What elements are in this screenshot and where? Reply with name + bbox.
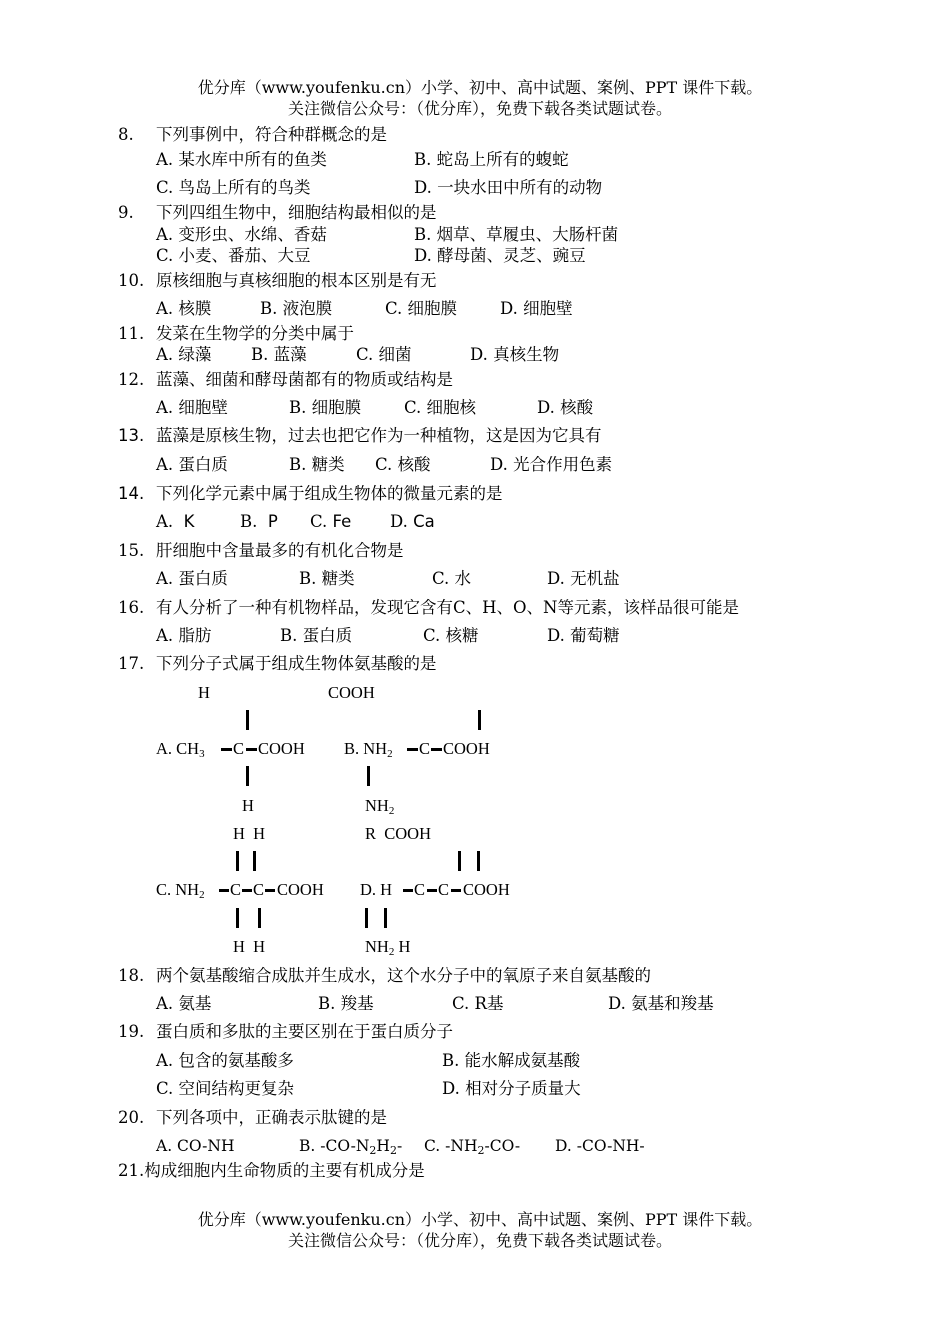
option-c: C. 细胞核 [404,398,477,417]
option-d: D. 核酸 [537,398,594,417]
q8-options-row2 [0,177,950,199]
question-number: 15. [118,541,145,560]
option-d: D. 一块水田中所有的动物 [414,178,603,197]
question-stem: 肝细胞中含量最多的有机化合物是 [156,541,404,560]
option-a: A. 细胞壁 [156,398,228,417]
question-number: 19. [118,1022,145,1041]
bond-b-left [407,748,418,751]
formula-d-top: R COOH [365,824,432,843]
bond-c-down-1 [236,908,239,928]
q9-options-row2 [0,245,950,267]
formula-a: A. $CH_3$ [156,739,205,760]
q13-options [0,454,950,476]
option-b: B. 糖类 [289,455,345,474]
option-b: B. 能水解成氨基酸 [442,1051,581,1070]
q20-options [0,1135,950,1157]
option-b: B. 糖类 [299,569,355,588]
q19-options-row2 [0,1078,950,1100]
question-17 [118,653,437,675]
question-21 [118,1160,425,1182]
option-b: B. 蛋白质 [280,626,353,645]
bond-b-up [478,710,481,730]
option-d: D. 真核生物 [470,345,560,364]
option-d: D. Ca [390,512,435,531]
option-d: D. 无机盐 [547,569,620,588]
option-d: D. 氨基和羧基 [608,994,714,1013]
option-a: A. CO-NH [156,1137,235,1155]
option-c: C. 细胞膜 [385,299,458,318]
question-number: 17. [118,654,145,673]
option-b: B. 细胞膜 [289,398,362,417]
q10-options [0,298,950,320]
q14-options [0,511,950,533]
formula-d-cooh: COOH [463,880,510,899]
option-a: A. 绿藻 [156,345,212,364]
question-16 [118,597,739,619]
option-a: A. 脂肪 [156,626,212,645]
option-d: D. -CO-NH- [555,1137,645,1155]
formula-d-bottom: $NH_2$ H [365,937,411,958]
question-14 [118,483,503,505]
bond-a-up [246,710,249,730]
question-stem: 下列四组生物中，细胞结构最相似的是 [156,203,437,222]
bond-c-down-2 [258,908,261,928]
bond-c-2 [242,889,252,892]
formula-a-cooh: COOH [258,739,305,758]
bond-d-down-2 [384,908,387,928]
bond-d-up-1 [458,851,461,871]
footer-line-1: 优分库（www.youfenku.cn）小学、初中、高中试题、案例、PPT 课件下载。 [197,1210,763,1229]
question-stem: 下列事例中，符合种群概念的是 [156,125,387,144]
formula-a-carbon: C [233,739,245,758]
bond-a-left [221,748,232,751]
formula-c: C. $NH_2$ [156,880,205,901]
question-stem: 蛋白质和多肽的主要区别在于蛋白质分子 [156,1022,453,1041]
option-c: C. 空间结构更复杂 [156,1079,295,1098]
formula-b-bottom: $NH_2$ [365,796,395,817]
question-number: 12. [118,370,145,389]
option-c: C. 鸟岛上所有的鸟类 [156,178,311,197]
question-stem: 下列分子式属于组成生物体氨基酸的是 [156,654,437,673]
bond-d-up-2 [477,851,480,871]
question-stem: 蓝藻是原核生物，过去也把它作为一种植物，这是因为它具有 [156,426,602,445]
option-a: A. K [156,512,195,531]
option-c: C. 核酸 [375,455,431,474]
question-number: 11. [118,324,145,343]
question-stem: 蓝藻、细菌和酵母菌都有的物质或结构是 [156,370,453,389]
bond-c-up-1 [236,851,239,871]
option-a: A. 变形虫、水绵、香菇 [156,225,327,244]
bond-d-3 [451,889,461,892]
q18-options [0,993,950,1015]
option-a: A. 核膜 [156,299,212,318]
question-18 [118,965,651,987]
question-13 [118,425,602,447]
formula-a-bottom: H [242,796,254,815]
question-19 [118,1021,453,1043]
option-a: A. 氨基 [156,994,212,1013]
formula-b: B. $NH_2$ [344,739,393,760]
formula-c-carbon-2: C [253,880,265,899]
option-c: C. 细菌 [356,345,412,364]
option-a: A. 包含的氨基酸多 [156,1051,294,1070]
option-c: C. R基 [452,994,504,1013]
option-d: D. 葡萄糖 [547,626,620,645]
q12-options [0,397,950,419]
option-d: D. 酵母菌、灵芝、豌豆 [414,246,586,265]
question-stem: 两个氨基酸缩合成肽并生成水，这个水分子中的氧原子来自氨基酸的 [156,966,651,985]
question-number: 21. [118,1161,145,1180]
formula-d-carbon-1: C [414,880,426,899]
option-d: D. 光合作用色素 [490,455,613,474]
option-c: C. 小麦、番茄、大豆 [156,246,311,265]
question-number: 13. [118,426,145,445]
bond-b-right [431,748,442,751]
formula-d: D. H [360,880,393,899]
question-number: 9. [118,203,134,222]
formula-d-carbon-2: C [438,880,450,899]
question-number: 16. [118,598,145,617]
option-b: B. 蛇岛上所有的蝮蛇 [414,150,569,169]
formula-c-carbon-1: C [230,880,242,899]
question-stem: 原核细胞与真核细胞的根本区别是有无 [156,271,437,290]
formula-b-cooh: COOH [443,739,490,758]
question-20 [118,1107,387,1129]
question-12 [118,369,453,391]
bond-c-up-2 [253,851,256,871]
option-d: D. 细胞壁 [500,299,573,318]
option-c: C. Fe [310,512,352,531]
option-b: B. 蓝藻 [251,345,307,364]
option-a: A. 蛋白质 [156,455,228,474]
q11-options [0,344,950,366]
question-8 [118,124,387,146]
formula-c-bottom: H H [233,937,266,956]
option-c: C. $-NH_2-CO-$ [424,1137,521,1157]
option-c: C. 水 [432,569,472,588]
option-c: C. 核糖 [423,626,479,645]
question-stem: 构成细胞内生命物质的主要有机成分是 [144,1161,425,1180]
bond-c-1 [219,889,229,892]
option-a: A. 某水库中所有的鱼类 [156,150,327,169]
question-9 [118,202,437,224]
formula-a-top: H [198,683,210,702]
header-line-1: 优分库（www.youfenku.cn）小学、初中、高中试题、案例、PPT 课件下载。 [197,78,763,97]
question-number: 10. [118,271,145,290]
footer-line-2: 关注微信公众号：（优分库），免费下载各类试题试卷。 [287,1231,672,1250]
option-a: A. 蛋白质 [156,569,228,588]
question-10 [118,270,437,292]
formula-b-top: COOH [328,683,375,702]
bond-d-2 [427,889,437,892]
q16-options [0,625,950,647]
question-stem: 发菜在生物学的分类中属于 [156,324,354,343]
bond-b-down [367,766,370,786]
formula-b-carbon: C [419,739,431,758]
option-b: B. P [240,512,278,531]
q15-options [0,568,950,590]
question-15 [118,540,404,562]
question-11 [118,323,354,345]
q8-options-row1 [0,149,950,171]
question-number: 14. [118,484,145,503]
question-stem: 有人分析了一种有机物样品，发现它含有C、H、O、N等元素，该样品很可能是 [156,598,739,617]
question-number: 8. [118,125,134,144]
question-number: 20. [118,1108,145,1127]
option-b: B. 液泡膜 [260,299,333,318]
question-number: 18. [118,966,145,985]
question-stem: 下列化学元素中属于组成生物体的微量元素的是 [156,484,503,503]
option-d: D. 相对分子质量大 [442,1079,581,1098]
option-b: B. $-CO-N_2H_2-$ [299,1137,403,1157]
option-b: B. 烟草、草履虫、大肠杆菌 [414,225,619,244]
bond-d-down-1 [365,908,368,928]
question-stem: 下列各项中，正确表示肽键的是 [156,1108,387,1127]
header-line-2: 关注微信公众号：（优分库），免费下载各类试题试卷。 [287,99,672,118]
bond-a-right [246,748,257,751]
formula-c-top: H H [233,824,266,843]
option-b: B. 羧基 [318,994,374,1013]
q9-options-row1 [0,224,950,246]
bond-c-3 [265,889,275,892]
q19-options-row1 [0,1050,950,1072]
formula-c-cooh: COOH [277,880,324,899]
bond-a-down [246,766,249,786]
bond-d-1 [403,889,413,892]
